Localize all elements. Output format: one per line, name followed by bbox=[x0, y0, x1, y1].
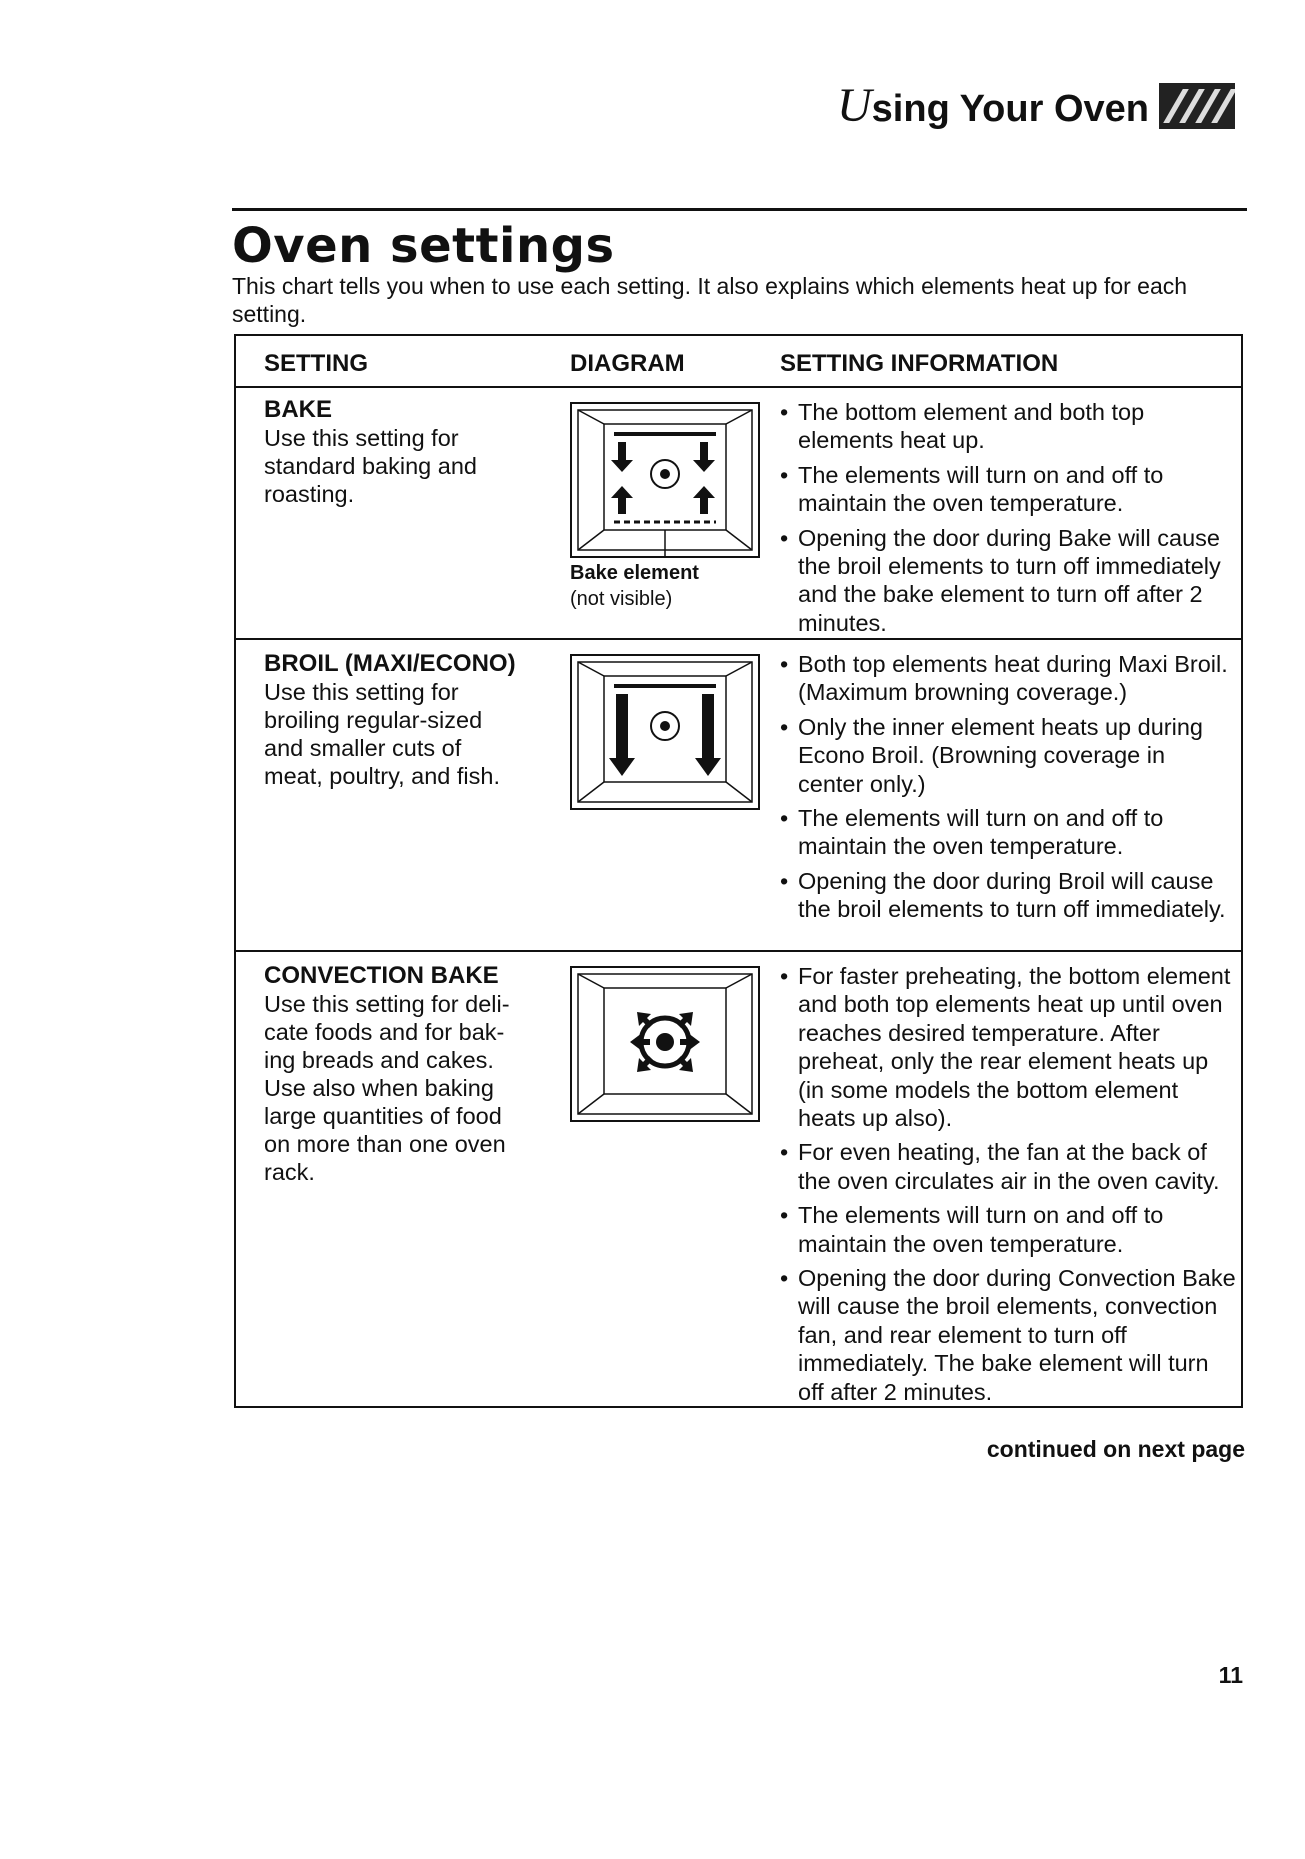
info-item: • For even heating, the fan at the back of the oven circulates air in the oven cavity. bbox=[780, 1139, 1220, 1194]
broil-oven-diagram-icon bbox=[570, 654, 760, 810]
running-header bbox=[837, 78, 1235, 133]
decorative-badge-icon bbox=[1159, 83, 1235, 129]
info-item: • Both top elements heat during Maxi Broil. (Maximum browning coverage.) bbox=[780, 651, 1228, 706]
bullet-icon: • bbox=[780, 1202, 789, 1229]
section-header-title bbox=[837, 78, 1149, 133]
bullet-icon: • bbox=[780, 461, 789, 488]
header-diagram: DIAGRAM bbox=[570, 350, 685, 377]
setting-name: CONVECTION BAKE bbox=[264, 962, 499, 989]
info-item: • Only the inner element heats up during Econo Broil. (Browning coverage in center only.) bbox=[780, 713, 1203, 797]
bullet-icon: • bbox=[780, 1139, 789, 1166]
info-item: • The bottom element and both top elements heat up. bbox=[780, 399, 1145, 454]
header-rule bbox=[232, 208, 1247, 211]
bake-oven-diagram-icon bbox=[570, 402, 760, 558]
diagram-caption-label: Bake element bbox=[570, 562, 699, 584]
header-script-letter: U bbox=[837, 79, 872, 132]
setting-name: BROIL (MAXI/ECONO) bbox=[264, 650, 516, 677]
header-title-rest: sing Your Oven bbox=[871, 88, 1149, 130]
setting-description: Use this setting for broiling regular-sized and smaller cuts of meat, poultry, and fish. bbox=[264, 679, 500, 789]
continued-note: continued on next page bbox=[986, 1436, 1245, 1462]
page-number: 11 bbox=[1218, 1662, 1243, 1688]
setting-info-list bbox=[776, 650, 1236, 930]
table-row-broil bbox=[236, 640, 1241, 952]
table-header bbox=[236, 336, 1241, 388]
info-item: • The elements will turn on and off to maintain the oven temperature. bbox=[780, 461, 1164, 517]
bullet-icon: • bbox=[780, 524, 789, 551]
info-item: • For faster preheating, the bottom element and both top elements heat up until oven reaches desired temperature. After preheat, only the rear element heats up (in some models the bottom element heats up also). bbox=[780, 963, 1231, 1132]
bullet-icon: • bbox=[780, 805, 789, 832]
info-item: • The elements will turn on and off to maintain the oven temperature. bbox=[780, 1202, 1164, 1257]
header-setting-information: SETTING INFORMATION bbox=[780, 350, 1059, 377]
bullet-icon: • bbox=[780, 1265, 789, 1292]
bullet-icon: • bbox=[780, 963, 789, 989]
bullet-icon: • bbox=[780, 399, 789, 425]
intro-paragraph: This chart tells you when to use each setting. It also explains which elements heat up for each setting. bbox=[232, 273, 1188, 327]
setting-description: Use this setting for deli-cate foods and for bak-ing breads and cakes. Use also when baking large quantities of food on more than one oven rack. bbox=[264, 991, 510, 1185]
settings-table bbox=[234, 334, 1243, 1408]
page-title: Oven settings bbox=[232, 218, 615, 274]
header-setting: SETTING bbox=[264, 350, 369, 377]
setting-name: BAKE bbox=[264, 396, 333, 423]
setting-info-list bbox=[776, 962, 1236, 1412]
info-item: • Opening the door during Bake will cause the broil elements to turn off immediately and the bake element to turn off after 2 minutes. bbox=[780, 524, 1221, 636]
bullet-icon: • bbox=[780, 713, 789, 740]
bullet-icon: • bbox=[780, 867, 789, 894]
diagram-caption-note: (not visible) bbox=[570, 588, 673, 610]
table-row-bake bbox=[236, 386, 1241, 640]
convection-oven-diagram-icon bbox=[570, 966, 760, 1122]
info-item: • Opening the door during Broil will cause the broil elements to turn off immediately. bbox=[780, 867, 1226, 923]
setting-description: Use this setting for standard baking and roasting. bbox=[264, 425, 477, 507]
table-row-convection-bake bbox=[236, 952, 1241, 1408]
setting-info-list bbox=[776, 398, 1236, 643]
info-item: • Opening the door during Convection Bake will cause the broil elements, convection fan, and rear element to turn off immediately. The bake element will turn off after 2 minutes. bbox=[780, 1265, 1236, 1405]
info-item: • The elements will turn on and off to maintain the oven temperature. bbox=[780, 805, 1164, 860]
bullet-icon: • bbox=[780, 651, 789, 677]
